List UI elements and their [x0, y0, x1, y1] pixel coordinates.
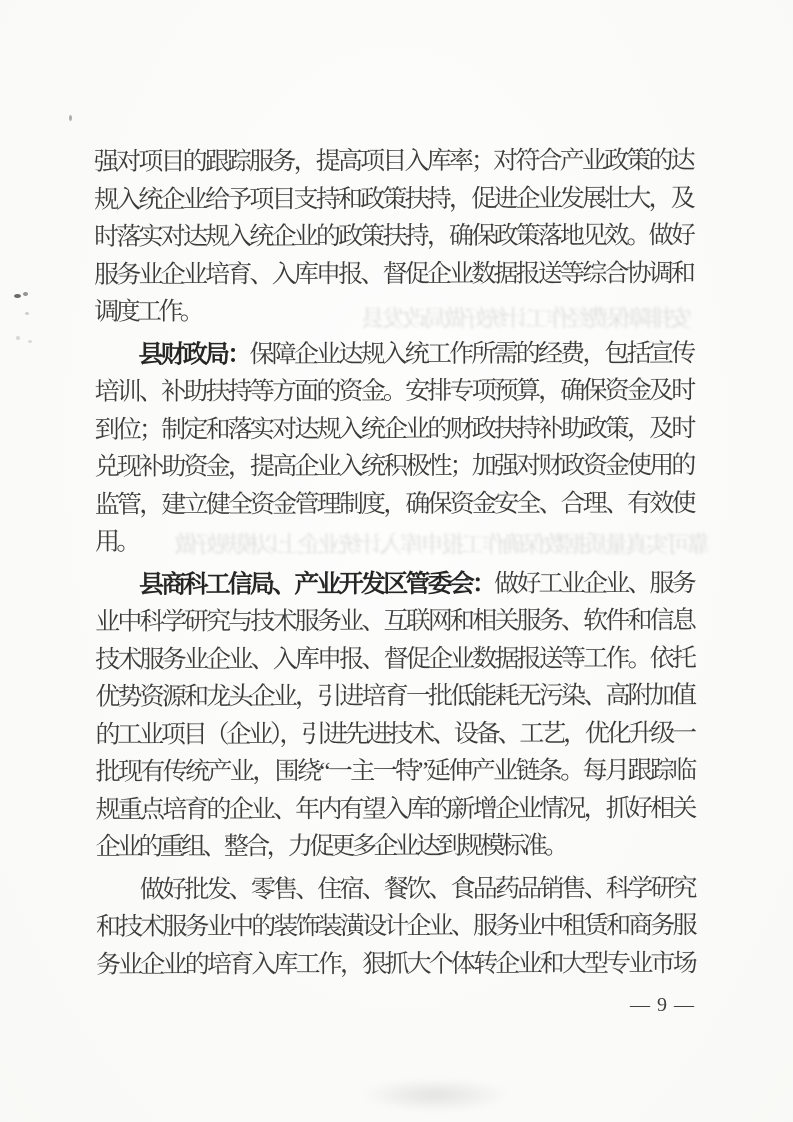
line-text: 保障企业达规入统工作所需的经费，包括宣传: [249, 339, 693, 368]
text-line: [94, 335, 692, 374]
line-text: 做好工业企业、服务: [494, 569, 694, 598]
line-text: 和技术服务业中的装饰装潢设计企业、服务业中租赁和商务服: [95, 912, 694, 941]
text-line: [94, 217, 692, 256]
line-text: 到位；制定和落实对达规入统企业的财政扶持补助政策，及时: [94, 414, 693, 444]
text-line: [95, 410, 693, 449]
scan-speck: [14, 294, 21, 298]
text-line: [94, 255, 692, 294]
text-line: [95, 447, 693, 486]
text-line: [95, 640, 693, 679]
line-text: 优势资源和龙头企业，引进培育一批低能耗无污染、高附加值: [95, 682, 694, 711]
text-line: [94, 292, 692, 331]
line-text: 用。: [94, 528, 138, 556]
text-line: [96, 870, 694, 909]
paragraph-retail-services: [96, 870, 694, 984]
line-text: 规重点培育的企业、年内有望入库的新增企业情况，抓好相关: [95, 794, 694, 824]
line-text: 的工业项目（企业），引进先进技术、设备、工艺，优化升级一: [95, 719, 694, 749]
line-text: 企业的重组、整合，力促更多企业达到规模标准。: [95, 832, 566, 861]
text-line: [95, 715, 693, 754]
text-line: [96, 827, 694, 866]
body-text: [94, 142, 694, 984]
scan-speck: [16, 336, 20, 340]
paragraph-commerce-bureau: [95, 565, 694, 867]
paragraph-continuation: [94, 142, 692, 331]
line-text: 务业企业的培育入库工作，狠抓大个体转企业和大型专业市场: [96, 949, 695, 979]
text-line: [96, 945, 694, 984]
text-line: [95, 677, 693, 716]
text-line: [95, 372, 693, 411]
text-line: [96, 790, 694, 829]
text-line: [95, 565, 693, 604]
line-text: 时落实对达规入统企业的政策扶持，确保政策落地见效。做好: [94, 222, 693, 251]
line-text: 监管，建立健全资金管理制度，确保资金安全、合理、有效使: [94, 489, 693, 519]
scan-speck: [23, 292, 28, 296]
line-text: 培训、补助扶持等方面的资金。安排专项预算，确保资金及时: [94, 377, 693, 406]
scan-speck: [69, 115, 72, 121]
text-line: [95, 485, 693, 524]
department-heading: 县商科工信局、产业开发区管委会：: [139, 570, 495, 599]
text-line: [94, 142, 692, 181]
line-text: 调度工作。: [94, 298, 202, 326]
bleedthrough-text-artifact: 安排障保费经作工计统好做局改发县: [364, 306, 692, 331]
line-text: 服务业企业培育、入库申报、督促企业数据报送等综合协调和: [94, 259, 693, 289]
scan-smudge: [360, 1078, 510, 1112]
paragraph-finance-bureau: [94, 335, 693, 562]
text-line: [94, 180, 692, 219]
line-text: 规入统企业给予项目支持和政策扶持，促进企业发展壮大，及: [94, 184, 693, 214]
line-text: 业中科学研究与技术服务业、互联网和相关服务、软件和信息: [95, 607, 694, 636]
text-line: [95, 752, 693, 791]
text-line: [96, 907, 694, 946]
line-text: 强对项目的跟踪服务，提高项目入库率；对符合产业政策的达: [93, 147, 692, 176]
scan-speck: [25, 312, 29, 315]
department-heading: 县财政局：: [138, 340, 250, 369]
text-line: [95, 522, 693, 561]
bleedthrough-text-artifact: 靠可实真量质据数保确作工报申库入计统业企上以模规好做: [177, 532, 710, 557]
line-text: 技术服务业企业、入库申报、督促企业数据报送等工作。依托: [95, 644, 694, 674]
line-text: 批现有传统产业，围绕“一主一特”延伸产业链条。每月跟踪临: [95, 757, 694, 786]
text-line: [95, 602, 693, 641]
page-number: — 9 —: [630, 994, 695, 1016]
line-text: 兑现补助资金，提高企业入统积极性；加强对财政资金使用的: [94, 452, 693, 481]
line-text: 做好批发、零售、住宿、餐饮、食品药品销售、科学研究: [139, 874, 694, 904]
scan-speck: [28, 340, 32, 343]
